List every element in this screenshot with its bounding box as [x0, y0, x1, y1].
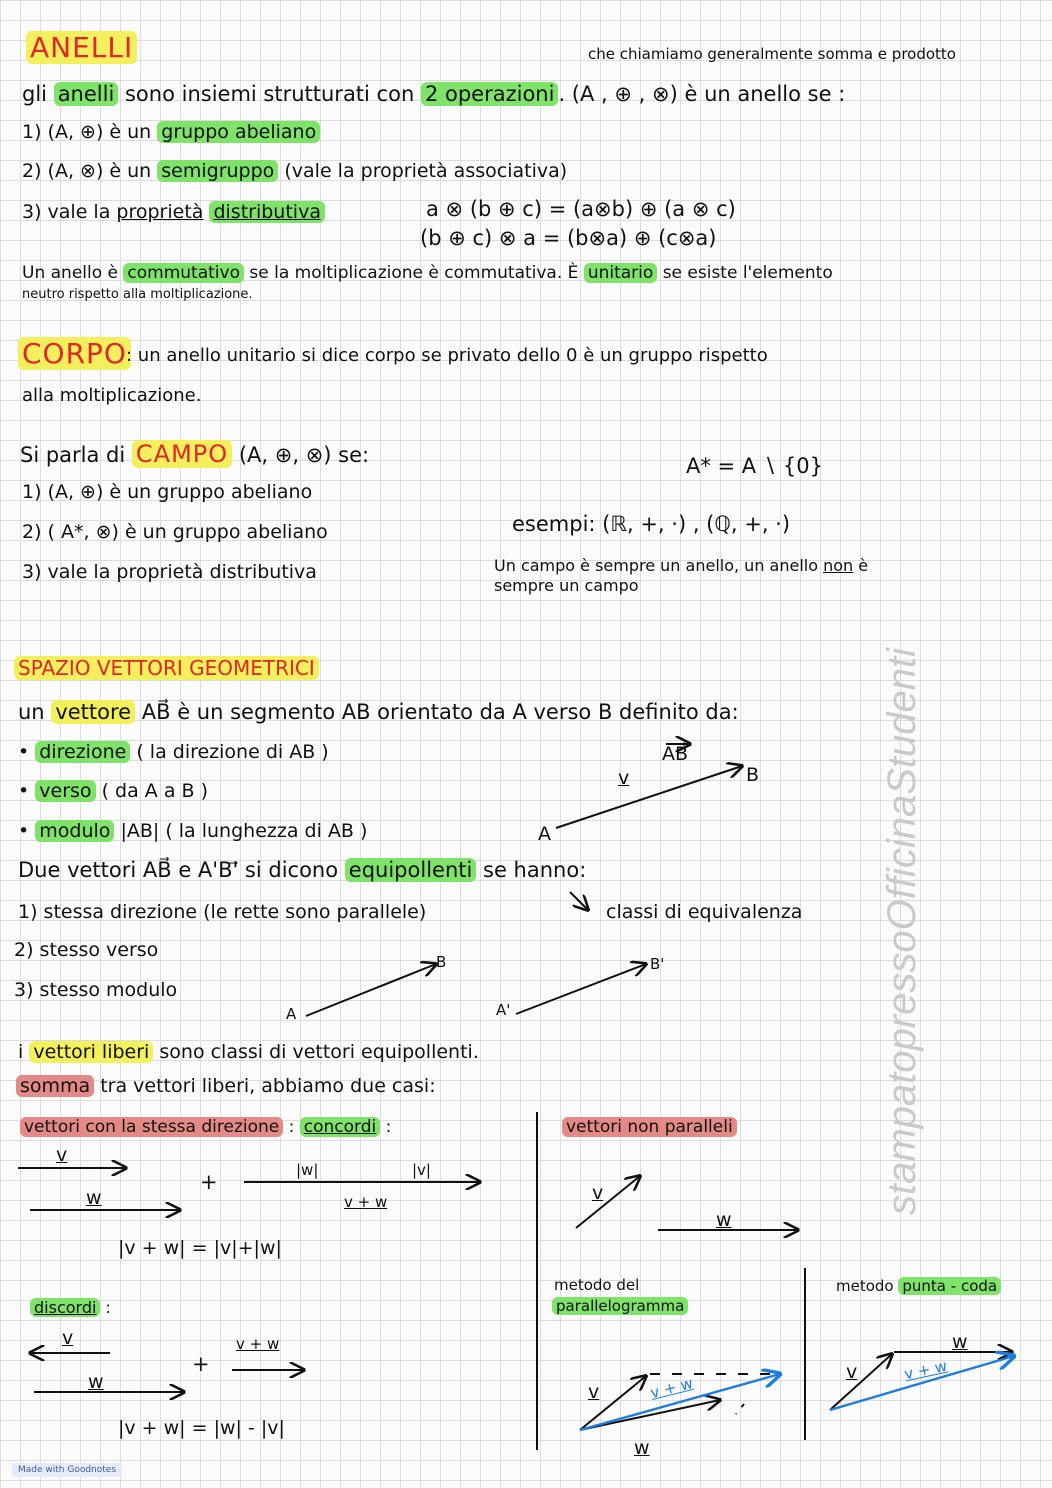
corpo-def-1: : un anello unitario si dice corpo se privato dello 0 è un gruppo rispetto [126, 345, 768, 366]
discordi-v: v [62, 1327, 74, 1349]
par-vpw: v + w [648, 1374, 695, 1402]
anello-commutativo: Un anello è commutativo se la moltiplicazione è commutativa. È unitario se esiste l'elemento [22, 263, 833, 283]
a-star-def: A* = A ∖ {0} [686, 454, 823, 478]
bullet-verso: • verso ( da A a B ) [18, 780, 208, 802]
concordi-vpw: v + w [344, 1193, 388, 1211]
anello-neutro-line: neutro rispetto alla moltiplicazione. [22, 287, 253, 302]
distributive-formula-1: a ⊗ (b ⊕ c) = (a⊗b) ⊕ (a ⊗ c) [426, 197, 736, 221]
corpo-title: CORPO [18, 338, 131, 370]
classi-equivalenza: classi di equivalenza [606, 901, 803, 923]
pc-vpw: v + w [902, 1356, 949, 1384]
equi-arrow-a2b2 [516, 964, 646, 1014]
fig2-label-b: B [436, 953, 447, 971]
metodo-parallelogramma-2: parallelogramma [552, 1296, 688, 1316]
bullet-direzione: • direzione ( la direzione di AB ) [18, 741, 329, 763]
fig2-label-a2: A' [496, 1001, 511, 1019]
fig-label-b: B [746, 764, 760, 786]
eq-concordi: |v + w| = |v|+|w| [118, 1237, 282, 1259]
concordi-plus: + [200, 1170, 218, 1194]
somma-intro: somma tra vettori liberi, abbiamo due casi: [16, 1074, 436, 1098]
fig2-label-a: A [286, 1005, 297, 1023]
non-paralleli-label: vettori non paralleli [562, 1115, 737, 1139]
spazio-title: SPAZIO VETTORI GEOMETRICI [14, 656, 319, 680]
anelli-intro: gli anelli sono insiemi strutturati con 2 operazioni . (A , ⊕ , ⊗) è un anello se : [22, 82, 846, 106]
equi-arrow-ab [306, 964, 436, 1016]
header-note: che chiamiamo generalmente somma e prodotto [588, 45, 956, 63]
par-arrow-w [580, 1400, 720, 1430]
distributive-formula-2: (b ⊕ c) ⊗ a = (b⊗a) ⊕ (c⊗a) [420, 226, 717, 250]
vettore-def: un vettore AB⃗ è un segmento AB orientato da A verso B definito da: [18, 700, 739, 724]
equi-prop-1: 1) stessa direzione (le rette sono parallele) [18, 901, 427, 923]
discordi-label: discordi : [30, 1296, 111, 1320]
equi-prop-2: 2) stesso verso [14, 939, 159, 961]
corpo-def-2: alla moltiplicazione. [22, 385, 202, 406]
vector-ab-arrow [556, 766, 742, 828]
watermark: stampatopressoOfficinaStudenti [880, 648, 924, 1215]
campo-note-2: sempre un campo [494, 576, 639, 595]
nonpar-v: v [592, 1182, 604, 1204]
campo-prop-2: 2) ( A*, ⊗) è un gruppo abeliano [22, 521, 328, 543]
discordi-plus: + [192, 1352, 210, 1376]
metodo-parallelogramma-1: metodo del [554, 1276, 640, 1294]
anelli-title: ANELLI [26, 32, 137, 64]
concordi-abs-v: |v| [412, 1161, 431, 1179]
stessa-direzione: vettori con la stessa direzione : concordi : [20, 1115, 391, 1139]
par-v: v [588, 1381, 600, 1403]
metodo-punta-coda: metodo punta - coda [836, 1276, 1001, 1296]
bullet-modulo: • modulo |AB| ( la lunghezza di AB ) [18, 820, 368, 842]
campo-intro: Si parla di CAMPO (A, ⊕, ⊗) se: [20, 440, 370, 468]
campo-prop-1: 1) (A, ⊕) è un gruppo abeliano [22, 481, 313, 503]
fig-label-v: v [618, 767, 630, 789]
goodnotes-badge: Made with Goodnotes [12, 1463, 122, 1477]
anelli-prop-1: 1) (A, ⊕) è un gruppo abeliano [22, 120, 320, 144]
vettori-liberi: i vettori liberi sono classi di vettori equipollenti. [18, 1041, 479, 1063]
fig-label-ab: AB⃗ [662, 743, 689, 765]
anelli-prop-3: 3) vale la proprietà distributiva [22, 200, 325, 224]
discordi-vpw: v + w [236, 1335, 280, 1353]
pc-arrow-sum [830, 1356, 1014, 1410]
campo-esempi: esempi: (ℝ, +, ·) , (ℚ, +, ·) [512, 512, 791, 536]
par-arrow-sum [580, 1374, 780, 1430]
anelli-prop-2: 2) (A, ⊗) è un semigruppo (vale la proprietà associativa) [22, 160, 568, 182]
eq-discordi: |v + w| = |w| - |v| [118, 1417, 285, 1439]
pc-v: v [846, 1361, 858, 1383]
fig-label-a: A [538, 823, 551, 845]
par-dashed-side [736, 1404, 744, 1414]
equipollenti-def: Due vettori AB⃗ e A'B'⃗ si dicono equipollenti se hanno: [18, 858, 587, 882]
nonpar-w: w [716, 1209, 732, 1231]
nonpar-arrow-v [576, 1176, 640, 1228]
par-w: w [634, 1437, 650, 1459]
concordi-abs-w: |w| [296, 1161, 319, 1179]
concordi-v: v [56, 1144, 68, 1166]
campo-note: Un campo è sempre un anello, un anello non è [494, 556, 869, 575]
pc-w: w [952, 1331, 968, 1353]
concordi-w: w [86, 1187, 102, 1209]
classi-arrow [570, 892, 588, 910]
campo-prop-3: 3) vale la proprietà distributiva [22, 561, 317, 583]
discordi-w: w [88, 1371, 104, 1393]
equi-prop-3: 3) stesso modulo [14, 979, 178, 1001]
fig2-label-b2: B' [650, 955, 665, 973]
